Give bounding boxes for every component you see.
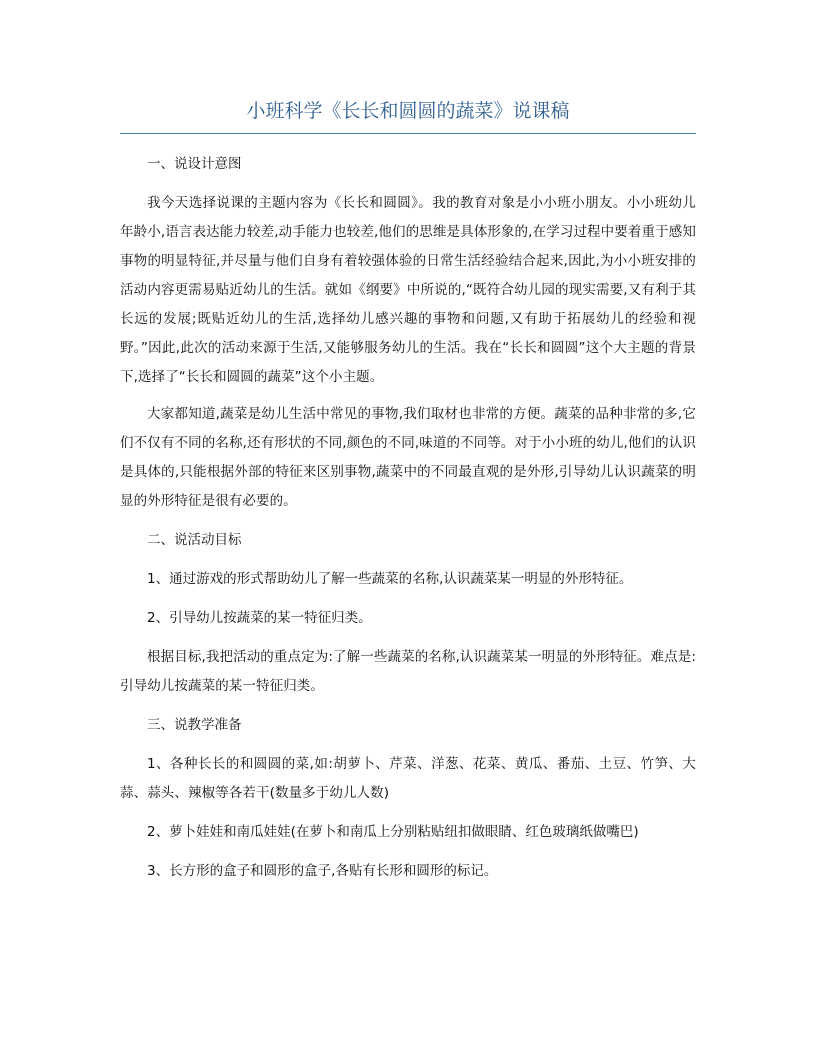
document-body (120, 150, 696, 896)
section-heading-teaching-preparation: 三、说教学准备 (147, 717, 242, 733)
preparation-item-2: 2、萝卜娃娃和南瓜娃娃(在萝卜和南瓜上分别粘贴纽扣做眼睛、红色玻璃纸做嘴巴) (147, 824, 639, 840)
paragraph-design-intent-2: 大家都知道,蔬菜是幼儿生活中常见的事物,我们取材也非常的方便。蔬菜的品种非常的多,它们不仅有不同的名称,还有形状的不同,颜色的不同,味道的不同等。对于小小班的幼儿,他们的认识是具体的,只能根据外部的特征来区别事物,蔬菜中的不同最直观的是外形,引导幼儿认识蔬菜的明显的外形特征是很有必要的。 (120, 406, 696, 509)
title-divider (120, 133, 696, 134)
paragraph-goals-focus: 根据目标,我把活动的重点定为:了解一些蔬菜的名称,认识蔬菜某一明显的外形特征。难点是:引导幼儿按蔬菜的某一特征归类。 (120, 649, 696, 694)
preparation-item-1: 1、各种长长的和圆圆的菜,如:胡萝卜、芹菜、洋葱、花菜、黄瓜、番茄、土豆、竹笋、大蒜、蒜头、辣椒等各若干(数量多于幼儿人数) (120, 756, 696, 801)
goal-item-1: 1、通过游戏的形式帮助幼儿了解一些蔬菜的名称,认识蔬菜某一明显的外形特征。 (147, 571, 633, 587)
section-heading-design-intent: 一、说设计意图 (147, 156, 242, 172)
paragraph-design-intent-1: 我今天选择说课的主题内容为《长长和圆圆》。我的教育对象是小小班小朋友。小小班幼儿年龄小,语言表达能力较差,动手能力也较差,他们的思维是具体形象的,在学习过程中要着重于感知事物的明显特征,并尽量与他们自身有着较强体验的日常生活经验结合起来,因此,为小小班安排的活动内容更需易贴近幼儿的生活。就如《纲要》中所说的,“既符合幼儿园的现实需要,又有利于其长远的发展;既贴近幼儿的生活,选择幼儿感兴趣的事物和问题,又有助于拓展幼儿的经验和视野。”因此,此次的活动来源于生活,又能够服务幼儿的生活。我在“长长和圆圆”这个大主题的背景下,选择了“长长和圆圆的蔬菜”这个小主题。 (120, 195, 696, 385)
document-title: 小班科学《长长和圆圆的蔬菜》说课稿 (246, 100, 570, 122)
section-heading-activity-goals: 二、说活动目标 (147, 532, 242, 548)
preparation-item-3: 3、长方形的盒子和圆形的盒子,各贴有长形和圆形的标记。 (147, 863, 498, 879)
goal-item-2: 2、引导幼儿按蔬菜的某一特征归类。 (147, 610, 372, 626)
